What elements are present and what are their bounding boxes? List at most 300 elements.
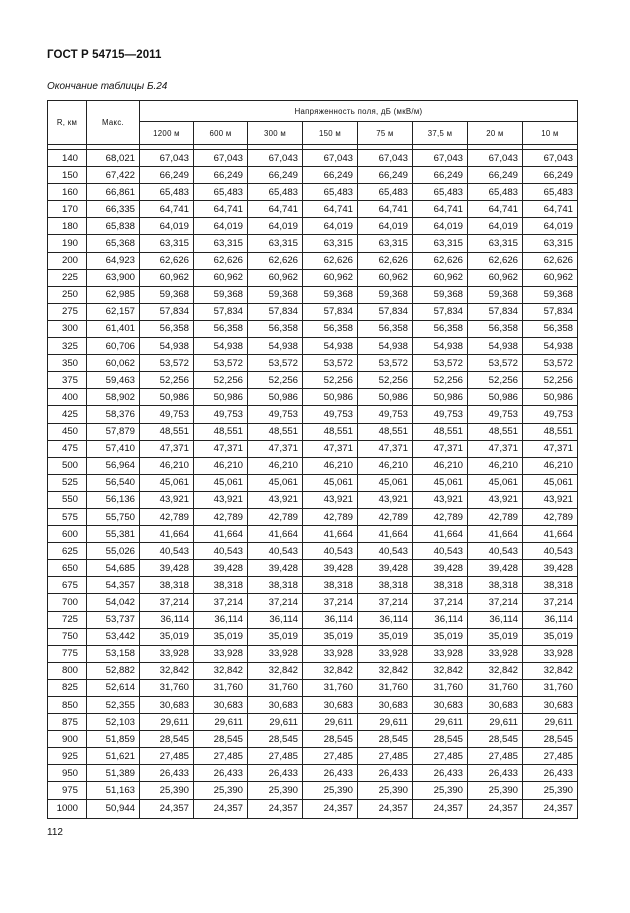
cell-value: 31,760 [468,679,523,696]
cell-max: 53,158 [87,645,140,662]
cell-value: 30,683 [303,697,358,714]
cell-value: 52,256 [303,372,358,389]
cell-value: 63,315 [523,235,578,252]
cell-value: 40,543 [413,543,468,560]
cell-max: 51,621 [87,748,140,765]
cell-value: 57,834 [194,303,248,320]
cell-value: 33,928 [358,645,413,662]
cell-distance: 225 [48,269,87,286]
cell-value: 65,483 [248,184,303,201]
cell-value: 39,428 [413,560,468,577]
cell-value: 64,741 [248,201,303,218]
cell-value: 46,210 [194,457,248,474]
cell-value: 47,371 [468,440,523,457]
cell-value: 27,485 [303,748,358,765]
cell-value: 39,428 [303,560,358,577]
cell-distance: 250 [48,286,87,303]
cell-value: 56,358 [303,320,358,337]
table-row [48,799,578,818]
cell-value: 24,357 [140,799,194,818]
cell-value: 67,043 [140,150,194,167]
cell-value: 65,483 [413,184,468,201]
cell-value: 56,358 [140,320,194,337]
cell-value: 45,061 [194,474,248,491]
cell-value: 46,210 [468,457,523,474]
cell-value: 32,842 [358,662,413,679]
cell-value: 24,357 [248,799,303,818]
cell-value: 25,390 [248,782,303,799]
cell-value: 59,368 [358,286,413,303]
table-row [48,338,578,355]
cell-distance: 190 [48,235,87,252]
cell-value: 35,019 [468,628,523,645]
cell-value: 41,664 [248,526,303,543]
cell-value: 52,256 [413,372,468,389]
cell-value: 66,249 [303,167,358,184]
cell-value: 65,483 [140,184,194,201]
cell-value: 53,572 [194,355,248,372]
cell-value: 41,664 [468,526,523,543]
table-row [48,474,578,491]
cell-value: 64,019 [413,218,468,235]
cell-value: 52,256 [248,372,303,389]
column-header-sub: 20 м [468,122,523,145]
cell-value: 56,358 [523,320,578,337]
cell-value: 66,249 [140,167,194,184]
cell-value: 63,315 [303,235,358,252]
column-header-sub: 75 м [358,122,413,145]
cell-value: 54,938 [468,338,523,355]
cell-value: 47,371 [248,440,303,457]
cell-value: 32,842 [303,662,358,679]
cell-max: 55,381 [87,526,140,543]
cell-value: 53,572 [358,355,413,372]
cell-distance: 300 [48,320,87,337]
column-header-max: Макс. [87,101,140,145]
cell-value: 60,962 [140,269,194,286]
cell-value: 59,368 [248,286,303,303]
cell-value: 30,683 [194,697,248,714]
cell-value: 24,357 [194,799,248,818]
table-row [48,594,578,611]
cell-value: 67,043 [358,150,413,167]
cell-value: 29,611 [468,714,523,731]
cell-value: 35,019 [523,628,578,645]
cell-value: 36,114 [248,611,303,628]
cell-value: 66,249 [358,167,413,184]
cell-value: 38,318 [248,577,303,594]
cell-value: 67,043 [523,150,578,167]
table-row [48,731,578,748]
cell-value: 42,789 [140,508,194,525]
cell-value: 54,938 [413,338,468,355]
cell-value: 33,928 [413,645,468,662]
cell-value: 31,760 [140,679,194,696]
table-row [48,252,578,269]
cell-value: 39,428 [140,560,194,577]
cell-value: 67,043 [468,150,523,167]
cell-value: 63,315 [194,235,248,252]
table-row [48,765,578,782]
cell-value: 46,210 [413,457,468,474]
table-row [48,355,578,372]
cell-value: 60,962 [248,269,303,286]
cell-value: 53,572 [248,355,303,372]
cell-value: 41,664 [523,526,578,543]
cell-max: 58,376 [87,406,140,423]
cell-value: 46,210 [303,457,358,474]
cell-value: 64,741 [194,201,248,218]
cell-value: 35,019 [358,628,413,645]
cell-max: 51,859 [87,731,140,748]
cell-value: 43,921 [140,491,194,508]
cell-value: 49,753 [358,406,413,423]
cell-value: 33,928 [140,645,194,662]
cell-value: 37,214 [468,594,523,611]
cell-distance: 200 [48,252,87,269]
cell-value: 28,545 [468,731,523,748]
cell-max: 55,750 [87,508,140,525]
cell-value: 38,318 [413,577,468,594]
table-row [48,320,578,337]
cell-distance: 140 [48,150,87,167]
cell-value: 54,938 [248,338,303,355]
table-row [48,645,578,662]
cell-value: 35,019 [413,628,468,645]
cell-value: 49,753 [523,406,578,423]
column-header-sub: 600 м [194,122,248,145]
cell-value: 43,921 [413,491,468,508]
cell-value: 67,043 [303,150,358,167]
page-number: 112 [47,827,63,838]
cell-value: 43,921 [358,491,413,508]
cell-value: 43,921 [468,491,523,508]
cell-value: 28,545 [413,731,468,748]
cell-value: 60,962 [523,269,578,286]
cell-value: 66,249 [194,167,248,184]
table-caption: Окончание таблицы Б.24 [47,81,168,92]
cell-value: 48,551 [358,423,413,440]
cell-value: 41,664 [140,526,194,543]
cell-value: 42,789 [413,508,468,525]
cell-value: 40,543 [140,543,194,560]
cell-value: 33,928 [248,645,303,662]
cell-value: 59,368 [194,286,248,303]
cell-value: 24,357 [413,799,468,818]
cell-value: 30,683 [140,697,194,714]
table-row [48,167,578,184]
cell-value: 32,842 [413,662,468,679]
cell-value: 65,483 [523,184,578,201]
cell-value: 59,368 [523,286,578,303]
cell-max: 51,389 [87,765,140,782]
cell-value: 32,842 [140,662,194,679]
cell-max: 56,964 [87,457,140,474]
cell-distance: 160 [48,184,87,201]
cell-value: 46,210 [358,457,413,474]
cell-distance: 800 [48,662,87,679]
cell-value: 48,551 [140,423,194,440]
cell-value: 33,928 [303,645,358,662]
cell-value: 26,433 [468,765,523,782]
cell-value: 41,664 [358,526,413,543]
cell-value: 28,545 [140,731,194,748]
cell-value: 67,043 [248,150,303,167]
cell-max: 51,163 [87,782,140,799]
cell-value: 27,485 [140,748,194,765]
cell-distance: 750 [48,628,87,645]
cell-value: 26,433 [523,765,578,782]
cell-distance: 275 [48,303,87,320]
cell-value: 24,357 [468,799,523,818]
cell-value: 27,485 [523,748,578,765]
cell-value: 27,485 [358,748,413,765]
cell-value: 60,962 [194,269,248,286]
cell-value: 43,921 [194,491,248,508]
column-header-sub: 10 м [523,122,578,145]
cell-value: 49,753 [248,406,303,423]
cell-max: 57,410 [87,440,140,457]
cell-value: 52,256 [194,372,248,389]
cell-max: 62,157 [87,303,140,320]
cell-value: 47,371 [523,440,578,457]
cell-value: 40,543 [303,543,358,560]
cell-value: 31,760 [523,679,578,696]
cell-value: 36,114 [140,611,194,628]
cell-max: 54,685 [87,560,140,577]
cell-value: 57,834 [413,303,468,320]
cell-value: 57,834 [523,303,578,320]
cell-distance: 475 [48,440,87,457]
cell-max: 66,861 [87,184,140,201]
cell-value: 25,390 [468,782,523,799]
cell-distance: 950 [48,765,87,782]
cell-distance: 600 [48,526,87,543]
cell-max: 64,923 [87,252,140,269]
cell-value: 42,789 [194,508,248,525]
cell-distance: 675 [48,577,87,594]
cell-max: 56,540 [87,474,140,491]
table-row [48,662,578,679]
column-group-header: Напряженность поля, дБ (мкВ/м) [140,101,578,122]
cell-value: 57,834 [358,303,413,320]
cell-value: 57,834 [248,303,303,320]
cell-value: 49,753 [413,406,468,423]
cell-value: 40,543 [358,543,413,560]
cell-value: 64,741 [303,201,358,218]
column-header-sub: 300 м [248,122,303,145]
cell-value: 38,318 [523,577,578,594]
column-header-sub: 1200 м [140,122,194,145]
table-row [48,526,578,543]
cell-distance: 425 [48,406,87,423]
cell-value: 31,760 [413,679,468,696]
cell-value: 29,611 [248,714,303,731]
cell-value: 60,962 [413,269,468,286]
cell-value: 67,043 [194,150,248,167]
table-row [48,748,578,765]
cell-value: 59,368 [468,286,523,303]
cell-value: 66,249 [413,167,468,184]
cell-max: 58,902 [87,389,140,406]
cell-value: 36,114 [413,611,468,628]
cell-distance: 700 [48,594,87,611]
cell-value: 57,834 [140,303,194,320]
cell-value: 49,753 [303,406,358,423]
table-row [48,286,578,303]
cell-value: 42,789 [358,508,413,525]
cell-value: 64,741 [468,201,523,218]
cell-value: 62,626 [140,252,194,269]
cell-value: 45,061 [413,474,468,491]
table-row [48,697,578,714]
cell-value: 65,483 [468,184,523,201]
cell-value: 48,551 [248,423,303,440]
cell-value: 48,551 [303,423,358,440]
cell-value: 27,485 [248,748,303,765]
cell-max: 57,879 [87,423,140,440]
cell-value: 43,921 [248,491,303,508]
cell-value: 41,664 [413,526,468,543]
cell-value: 29,611 [523,714,578,731]
cell-value: 54,938 [523,338,578,355]
cell-max: 65,838 [87,218,140,235]
cell-value: 32,842 [248,662,303,679]
cell-value: 66,249 [468,167,523,184]
cell-value: 41,664 [194,526,248,543]
cell-value: 53,572 [468,355,523,372]
cell-value: 27,485 [413,748,468,765]
cell-value: 50,986 [248,389,303,406]
cell-value: 66,249 [248,167,303,184]
cell-distance: 625 [48,543,87,560]
cell-value: 39,428 [468,560,523,577]
column-header-sub: 150 м [303,122,358,145]
cell-value: 36,114 [358,611,413,628]
cell-value: 27,485 [468,748,523,765]
cell-value: 50,986 [523,389,578,406]
cell-value: 25,390 [523,782,578,799]
cell-value: 50,986 [468,389,523,406]
cell-distance: 150 [48,167,87,184]
cell-max: 50,944 [87,799,140,818]
cell-value: 38,318 [140,577,194,594]
cell-value: 65,483 [358,184,413,201]
field-strength-table [47,100,578,819]
cell-value: 50,986 [140,389,194,406]
table-row [48,457,578,474]
cell-value: 28,545 [248,731,303,748]
cell-value: 59,368 [413,286,468,303]
cell-value: 62,626 [523,252,578,269]
cell-distance: 875 [48,714,87,731]
table-row [48,389,578,406]
cell-max: 68,021 [87,150,140,167]
cell-value: 57,834 [468,303,523,320]
cell-value: 60,962 [303,269,358,286]
cell-value: 53,572 [303,355,358,372]
table-row [48,714,578,731]
cell-max: 63,900 [87,269,140,286]
cell-distance: 575 [48,508,87,525]
cell-value: 64,741 [140,201,194,218]
cell-value: 28,545 [194,731,248,748]
cell-distance: 650 [48,560,87,577]
cell-value: 41,664 [303,526,358,543]
table-row [48,201,578,218]
cell-value: 66,249 [523,167,578,184]
cell-value: 33,928 [468,645,523,662]
cell-value: 26,433 [303,765,358,782]
cell-value: 47,371 [194,440,248,457]
cell-value: 54,938 [194,338,248,355]
cell-distance: 325 [48,338,87,355]
cell-value: 52,256 [358,372,413,389]
cell-value: 38,318 [468,577,523,594]
cell-value: 46,210 [248,457,303,474]
cell-value: 63,315 [468,235,523,252]
cell-value: 56,358 [413,320,468,337]
cell-value: 59,368 [303,286,358,303]
cell-value: 40,543 [248,543,303,560]
cell-value: 32,842 [194,662,248,679]
cell-value: 25,390 [358,782,413,799]
cell-value: 35,019 [194,628,248,645]
cell-value: 36,114 [468,611,523,628]
cell-value: 47,371 [140,440,194,457]
cell-value: 64,741 [523,201,578,218]
cell-value: 52,256 [140,372,194,389]
cell-value: 56,358 [248,320,303,337]
cell-max: 54,042 [87,594,140,611]
cell-value: 28,545 [358,731,413,748]
cell-value: 25,390 [413,782,468,799]
cell-value: 45,061 [140,474,194,491]
cell-value: 35,019 [140,628,194,645]
cell-distance: 900 [48,731,87,748]
cell-value: 33,928 [523,645,578,662]
column-header-r: R, км [48,101,87,145]
table-row [48,628,578,645]
cell-value: 48,551 [523,423,578,440]
cell-distance: 180 [48,218,87,235]
cell-value: 37,214 [358,594,413,611]
cell-distance: 1000 [48,799,87,818]
cell-max: 65,368 [87,235,140,252]
cell-value: 38,318 [303,577,358,594]
cell-value: 40,543 [468,543,523,560]
cell-distance: 500 [48,457,87,474]
table-row [48,235,578,252]
cell-value: 64,019 [468,218,523,235]
cell-value: 53,572 [523,355,578,372]
cell-value: 27,485 [194,748,248,765]
document-header: ГОСТ Р 54715—2011 [47,49,162,61]
cell-value: 29,611 [413,714,468,731]
cell-value: 26,433 [194,765,248,782]
cell-value: 57,834 [303,303,358,320]
cell-value: 43,921 [303,491,358,508]
cell-value: 30,683 [413,697,468,714]
cell-value: 40,543 [523,543,578,560]
table-row [48,269,578,286]
cell-value: 47,371 [303,440,358,457]
table-row [48,218,578,235]
cell-distance: 925 [48,748,87,765]
cell-value: 29,611 [140,714,194,731]
cell-value: 31,760 [303,679,358,696]
cell-value: 45,061 [523,474,578,491]
